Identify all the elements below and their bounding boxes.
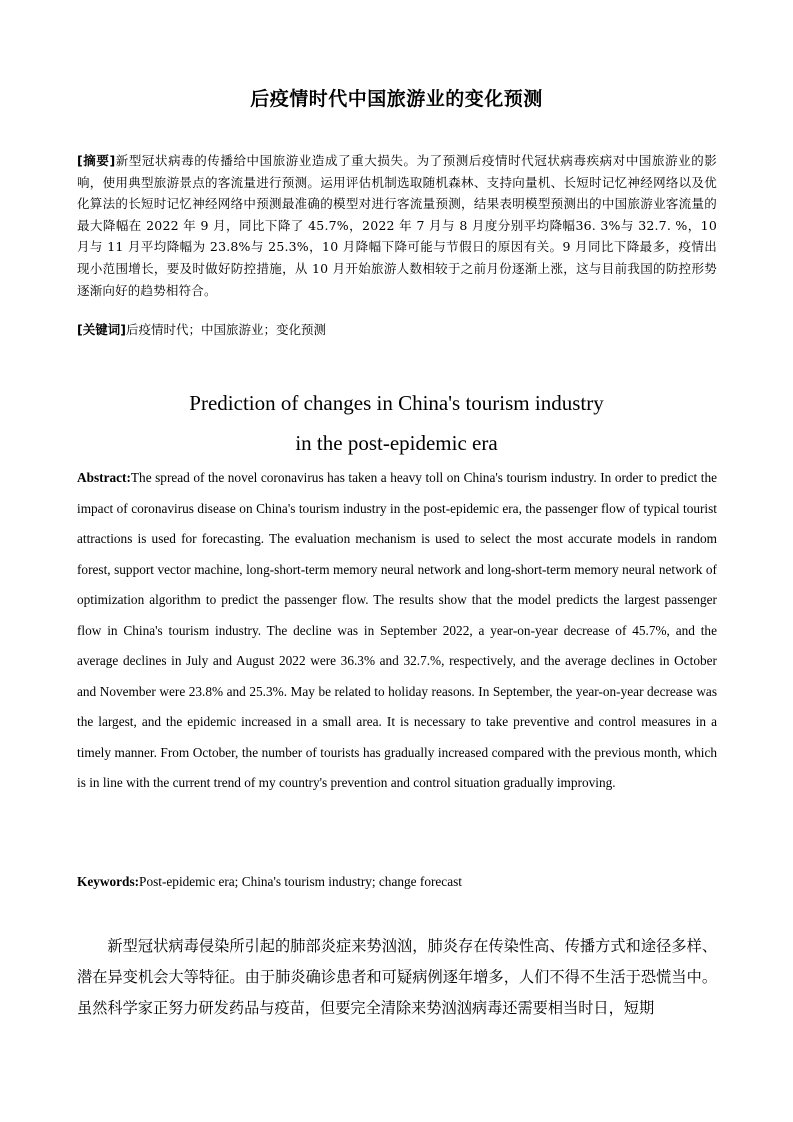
chinese-keywords-label: [关键词] xyxy=(77,322,126,337)
chinese-title: 后疫情时代中国旅游业的变化预测 xyxy=(250,88,543,110)
english-title-line-1: Prediction of changes in China's tourism industry xyxy=(189,391,604,415)
english-title-line-2: in the post-epidemic era xyxy=(295,431,498,455)
english-title xyxy=(0,383,793,463)
english-abstract-label: Abstract: xyxy=(77,470,131,485)
chinese-abstract xyxy=(77,150,717,301)
chinese-abstract-label: [摘要] xyxy=(77,153,116,168)
body-paragraph: 新型冠状病毒侵染所引起的肺部炎症来势汹汹，肺炎存在传染性高、传播方式和途径多样、潜在异变机会大等特征。由于肺炎确诊患者和可疑病例逐年增多，人们不得不生活于恐慌当中。虽然科学家正努力研发药品与疫苗，但要完全清除来势汹汹病毒还需要相当时日，短期 xyxy=(77,937,717,1017)
english-keywords xyxy=(77,872,717,892)
english-keywords-label: Keywords: xyxy=(77,874,140,889)
chinese-abstract-text: 新型冠状病毒的传播给中国旅游业造成了重大损失。为了预测后疫情时代冠状病毒疾病对中国旅游业的影响，使用典型旅游景点的客流量进行预测。运用评估机制选取随机森林、支持向量机、长短时记忆神经网络以及优化算法的长短时记忆神经网络中预测最准确的模型对进行客流量预测，结果表明模型预测出的中国旅游业客流量的最大降幅在 2022 年 9 月，同比下降了 45.7%，2022 年 7 月与 8 月度分别平均降幅36. 3%与 32.7. %，10 月与 11 月平均降幅为 23.8%与 25.3%，10 月降幅下降可能与节假日的原因有关。9 月同比下降最多，疫情出现小范围增长，要及时做好防控措施，从 10 月开始旅游人数相较于之前月份逐渐上涨，这与目前我国的防控形势逐渐向好的趋势相符合。 xyxy=(77,153,718,298)
english-abstract-text: The spread of the novel coronavirus has taken a heavy toll on China's tourism industry. In order to predict the impact of coronavirus disease on China's tourism industry in the post-epidemic era, the passenger flow of typical tourist attractions is used for forecasting. The evaluation mechanism is used to select the most accurate models in random forest, support vector machine, long-short-term memory neural network and long-short-term memory neural network of optimization algorithm to predict the passenger flow. The results show that the model predicts the largest passenger flow in China's tourism industry. The decline was in September 2022, a year-on-year decrease of 45.7%, and the average declines in July and August 2022 were 36.3% and 32.7.%, respectively, and the average declines in October and November were 23.8% and 25.3%. May be related to holiday reasons. In September, the year-on-year decrease was the largest, and the epidemic increased in a small area. It is necessary to take preventive and control measures in a timely manner. From October, the number of tourists has gradually increased compared with the previous month, which is in line with the current trend of my country's prevention and control situation gradually improving. xyxy=(77,470,717,790)
chinese-keywords-text: 后疫情时代；中国旅游业；变化预测 xyxy=(125,322,326,337)
english-keywords-text: Post-epidemic era; China's tourism industry; change forecast xyxy=(139,874,462,889)
chinese-keywords xyxy=(77,320,717,340)
english-abstract xyxy=(77,463,717,799)
